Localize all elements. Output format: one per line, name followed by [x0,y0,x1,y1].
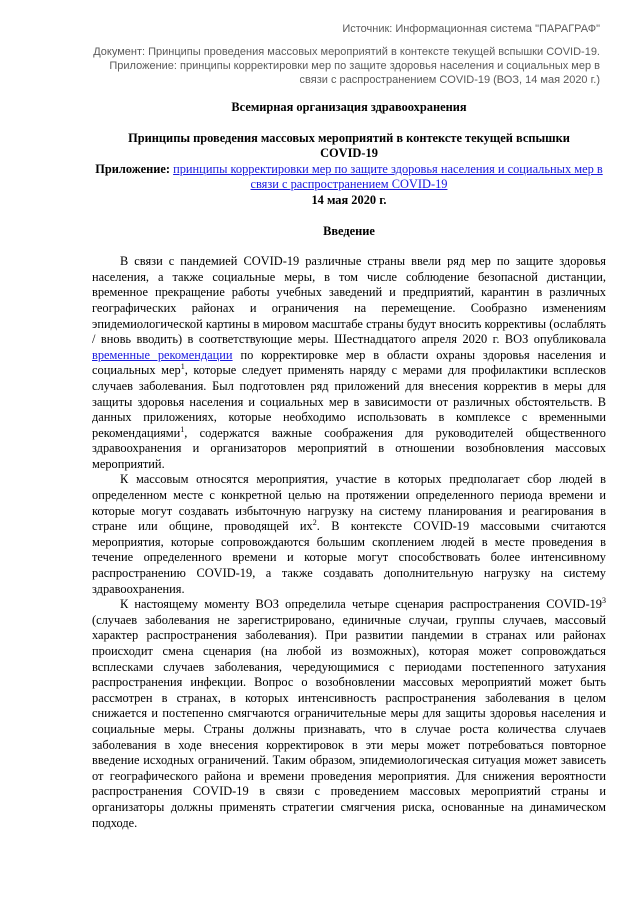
paragraph-1-text-b: по корректировке мер в области охраны здоровья населения и социальных мер [92,347,606,378]
document-body [92,100,606,831]
source-line: Источник: Информационная система "ПАРАГРАФ" [342,23,600,35]
appendix-title [92,162,606,193]
paragraph-1-text-a: В связи с пандемией COVID-19 различные страны ввели ряд мер по защите здоровья населения, а также социальные меры, в том числе соблюдение безопасной дистанции, временное прекращение работы учебных заведений и предприятий, карантин в различных географических районах и ограничения на перемещение. Сообразно изменениям эпидемиологической картины в мировом масштабе страны будут вносить коррективы (ослаблять / вновь вводить) в соответствующие меры. Шестнадцатого апреля 2020 г. ВОЗ опубликовала [92,254,606,347]
paragraph-2-text-b: . В контексте COVID-19 массовыми считаются мероприятия, которые сопровождаются большим скоплением людей в месте проведения в течение определенного времени и которые могут способствовать более интенсивному распространению COVID-19, а также создавать дополнительную нагрузку на систему здравоохранения. [92,519,606,596]
paragraph-1 [92,254,606,472]
main-title-line-2: COVID-19 [320,146,378,161]
footnote-ref-1: 1 [180,362,185,372]
document-line: Документ: Принципы проведения массовых мероприятий в контексте текущей вспышки COVID-19. [93,46,600,58]
appendix-line-1: Приложение: принципы корректировки мер по защите здоровья населения и социальных мер в [109,60,600,72]
appendix-line-2: связи с распространением COVID-19 (ВОЗ, 14 мая 2020 г.) [299,74,600,86]
main-title-line-1: Принципы проведения массовых мероприятий в контексте текущей вспышки [128,130,570,145]
source-header [80,22,600,87]
footnote-ref-2: 2 [312,518,317,528]
paragraph-3-text-b: (случаев заболевания не зарегистрировано, единичные случаи, группы случаев, массовый характер распространения заболевания). При развитии пандемии в странах или районах происходит смена сценария (на любой из возможных), которая может сопровождаться всплесками случаев заболевания, чередующимися с периодами постепенного затухания распространения инфекции. Вопрос о возобновлении массовых мероприятий может быть рассмотрен в странах, в которых интенсивность распространения заболевания в целом снижается и постепенно смягчаются ограничительные меры для защиты здоровья населения и социальные меры. Страны должны признавать, что в случае роста количества случаев заболевания в ходе внесения корректировок в эти меры может потребоваться повторное введение исходных ограничений. Таким образом, эпидемиологическая ситуация может зависеть от географического района и времени проведения мероприятия. Для снижения вероятности распространения COVID-19 в связи с проведением массовых мероприятий страны и организаторы должны применять стратегии смягчения риска, основанные на динамическом подходе. [92,612,606,830]
organization-title: Всемирная организация здравоохранения [231,100,467,114]
paragraph-1-text-c: , которые следует применять наряду с мерами для профилактики всплесков случаев заболевания. Был подготовлен ряд приложений для внесения корректив в меры для защиты здоровья населения и социальных мер в зависимости от различных обстоятельств. В данных приложениях, которые необходимо использовать в комплексе с временными рекомендациями [92,363,606,440]
section-heading: Введение [323,223,375,238]
appendix-link[interactable]: принципы корректировки мер по защите здоровья населения и социальных мер в связи с распространением COVID-19 [173,161,603,192]
paragraph-3-text-a: К настоящему моменту ВОЗ определила четыре сценария распространения COVID-19 [120,597,602,612]
paragraph-1-text-d: , содержатся важные соображения для руководителей общественного здравоохранения и организаторов мероприятий в отношении возобновления массовых мероприятий. [92,425,606,471]
paragraph-2 [92,472,606,597]
footnote-ref-1b: 1 [180,424,185,434]
document-date: 14 мая 2020 г. [311,192,387,207]
paragraph-3 [92,597,606,831]
paragraph-2-text-a: К массовым относятся мероприятия, участие в которых предполагает сбор людей в определенном месте с конкретной целью на протяжении определенного периода времени и которые могут создавать избыточную нагрузку на систему планирования и реагирования в стране или общине, проводящей их [92,472,606,534]
interim-recommendations-link[interactable]: временные рекомендации [92,347,233,362]
appendix-label: Приложение: [95,161,170,176]
footnote-ref-3: 3 [602,596,606,606]
